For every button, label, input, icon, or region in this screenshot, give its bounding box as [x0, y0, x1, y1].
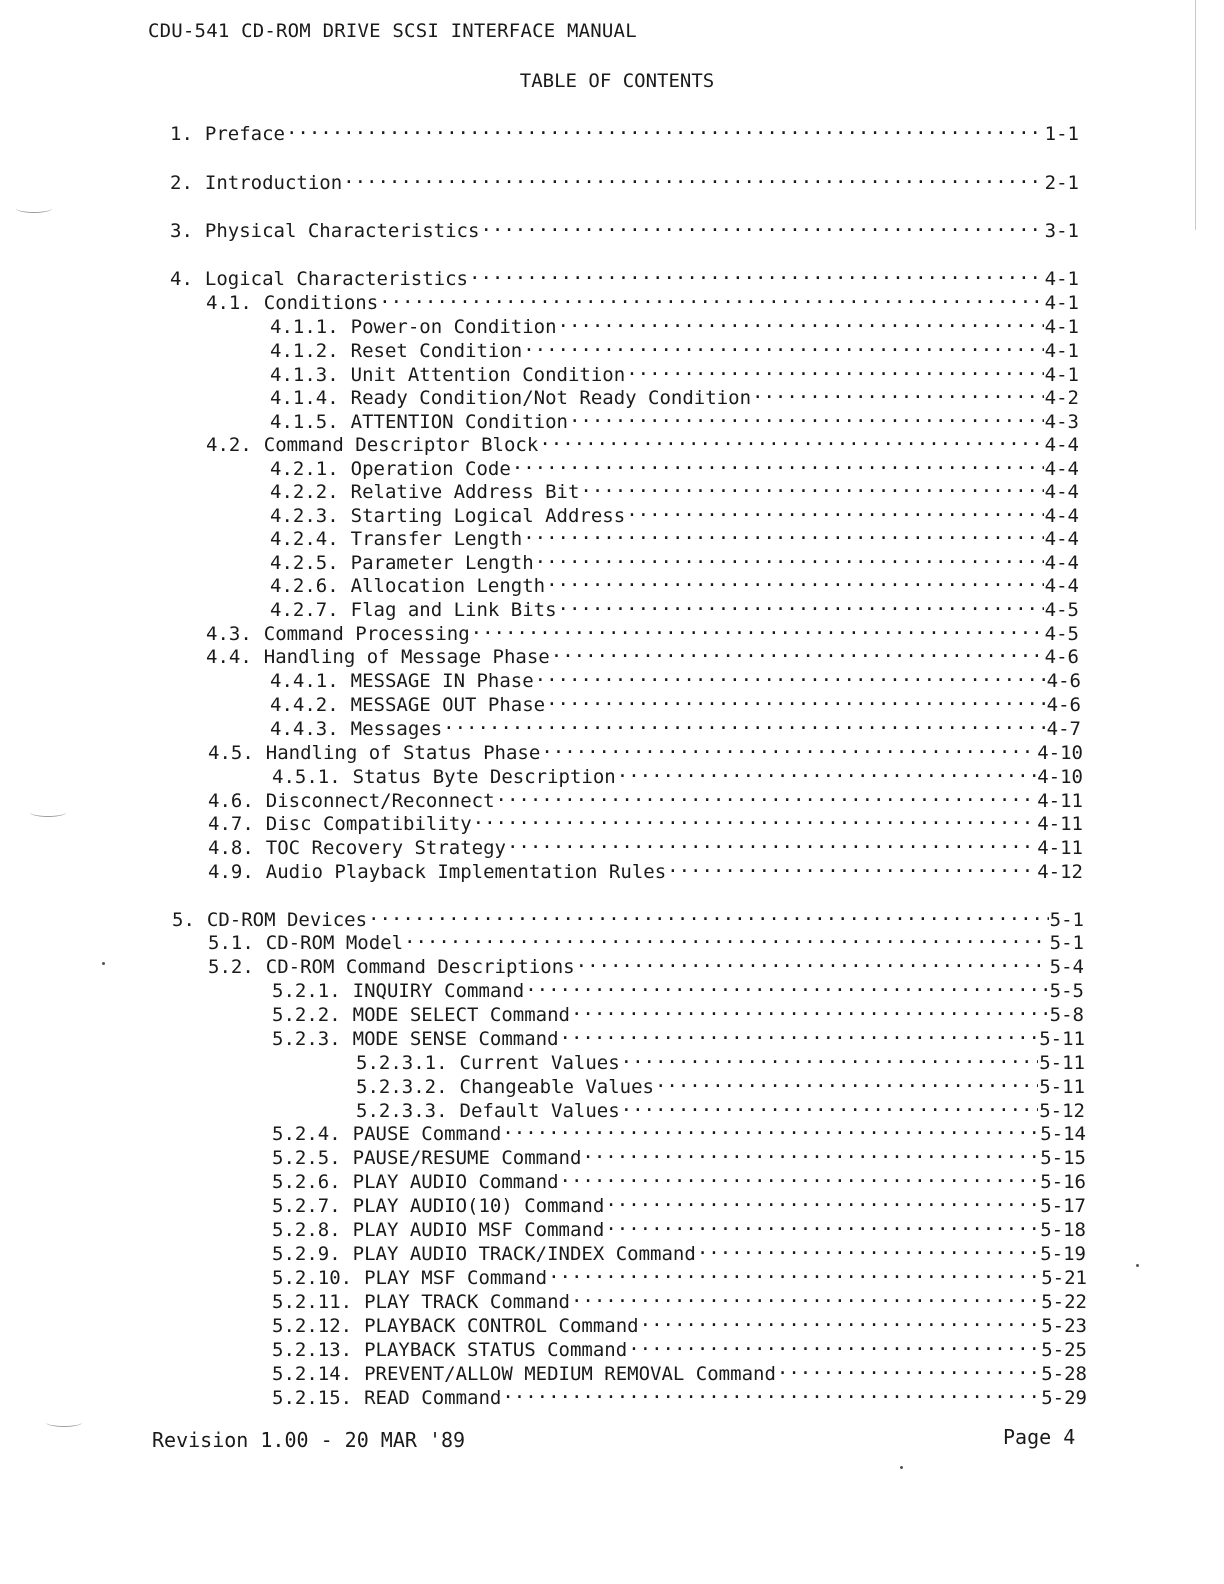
toc-entry-page: 4-4 [1044, 552, 1079, 574]
toc-entry-page: 5-1 [1049, 909, 1084, 931]
toc-entry-number: 5.2.2. [272, 1004, 341, 1026]
toc-dot-leader [569, 404, 1044, 428]
toc-dot-leader [548, 1260, 1040, 1284]
toc-entry-number: 4.7. [208, 813, 254, 835]
toc-dot-leader [471, 616, 1044, 640]
scan-mark [30, 808, 66, 817]
toc-entry-number: 4.2.7. [270, 599, 339, 621]
toc-dot-leader [580, 474, 1043, 498]
toc-entry-page: 5-4 [1049, 956, 1084, 978]
toc-entry-page: 4-7 [1046, 718, 1081, 740]
toc-entry [272, 1021, 1085, 1050]
toc-entry-page: 3-1 [1044, 220, 1079, 242]
toc-entry-title: Changeable Values [459, 1076, 654, 1098]
toc-entry-title: Conditions [263, 292, 379, 314]
toc-entry-number: 4.1.3. [270, 364, 339, 386]
toc-entry [272, 1308, 1087, 1337]
toc-entry [272, 1212, 1086, 1241]
toc-entry-title: PLAYBACK CONTROL Command [364, 1315, 639, 1337]
toc-entry-number: 4.1.5. [270, 411, 339, 433]
toc-entry-page: 5-11 [1039, 1028, 1085, 1050]
toc-entry [206, 616, 1079, 645]
toc-entry-title: Starting Logical Address [350, 505, 626, 527]
toc-entry-title: Parameter Length [350, 552, 534, 574]
toc-dot-leader [507, 830, 1036, 854]
toc-entry [208, 854, 1083, 883]
toc-entry-title: PAUSE/RESUME Command [352, 1147, 582, 1169]
toc-dot-leader [546, 568, 1044, 592]
toc-dot-leader [576, 949, 1049, 973]
toc-entry [172, 902, 1084, 931]
toc-entry [208, 925, 1084, 954]
toc-entry [270, 545, 1079, 574]
toc-entry-page: 5-25 [1041, 1339, 1087, 1361]
toc-entry-page: 4-3 [1044, 411, 1079, 433]
toc-entry-page: 5-22 [1041, 1291, 1087, 1313]
toc-entry-title: Handling of Status Phase [265, 742, 541, 764]
toc-entry [208, 735, 1083, 764]
toc-entry-number: 5.1. [208, 932, 254, 954]
toc-entry-page: 5-18 [1040, 1219, 1086, 1241]
toc-entry-number: 4.5. [208, 742, 254, 764]
toc-entry-page: 5-12 [1039, 1100, 1085, 1122]
toc-dot-leader [628, 1332, 1040, 1356]
toc-entry-title: Operation Code [350, 458, 511, 480]
toc-entry [208, 783, 1083, 812]
toc-dot-leader [546, 687, 1046, 711]
toc-entry-number: 1. [170, 123, 193, 145]
toc-entry-page: 4-4 [1044, 505, 1079, 527]
toc-entry-page: 5-11 [1039, 1052, 1085, 1074]
toc-entry-page: 5-28 [1041, 1363, 1087, 1385]
scan-mark [16, 204, 52, 213]
toc-entry [270, 357, 1079, 386]
toc-entry-title: Preface [204, 123, 285, 145]
toc-entry-title: PLAYBACK STATUS Command [364, 1339, 628, 1361]
toc-entry-title: CD-ROM Model [265, 932, 404, 954]
toc-entry-page: 4-12 [1037, 861, 1083, 883]
toc-entry-title: MODE SENSE Command [352, 1028, 559, 1050]
toc-entry [170, 261, 1079, 290]
toc-entry-title: PLAY AUDIO MSF Command [352, 1219, 605, 1241]
toc-entry [270, 521, 1079, 550]
toc-entry-title: PREVENT/ALLOW MEDIUM REMOVAL Command [364, 1363, 776, 1385]
toc-entry-title: PLAY MSF Command [364, 1267, 548, 1289]
toc-entry-number: 4.2.3. [270, 505, 339, 527]
toc-entry-number: 4.1.1. [270, 316, 339, 338]
scan-dot [900, 1466, 903, 1469]
toc-entry [272, 1164, 1086, 1193]
toc-entry-title: Disconnect/Reconnect [265, 790, 495, 812]
toc-entry-page: 4-11 [1037, 813, 1083, 835]
toc-entry-title: Command Descriptor Block [263, 434, 539, 456]
toc-dot-leader [523, 333, 1043, 357]
toc-dot-leader [571, 997, 1049, 1021]
toc-entry-page: 5-21 [1041, 1267, 1087, 1289]
scan-edge-line [1195, 0, 1196, 230]
toc-entry-title: Unit Attention Condition [350, 364, 626, 386]
toc-entry-number: 4.1.2. [270, 340, 339, 362]
toc-entry-page: 4-11 [1037, 837, 1083, 859]
scan-mark [46, 1418, 82, 1427]
toc-entry-number: 5.2.12. [272, 1315, 353, 1337]
toc-title: TABLE OF CONTENTS [519, 70, 715, 92]
toc-dot-leader [777, 1356, 1040, 1380]
toc-entry [272, 1332, 1087, 1361]
toc-entry-number: 3. [170, 220, 193, 242]
toc-entry-title: TOC Recovery Strategy [265, 837, 506, 859]
toc-entry-title: Introduction [204, 172, 343, 194]
toc-entry [356, 1069, 1085, 1098]
toc-dot-leader [621, 1093, 1039, 1117]
toc-entry-title: Audio Playback Implementation Rules [265, 861, 667, 883]
toc-dot-leader [560, 1021, 1039, 1045]
toc-entry-number: 5.2. [208, 956, 254, 978]
toc-dot-leader [626, 498, 1043, 522]
toc-entry-number: 4.1.4. [270, 387, 339, 409]
toc-dot-leader [697, 1236, 1039, 1260]
toc-entry-number: 5.2.3. [272, 1028, 341, 1050]
toc-entry-number: 4.4.3. [270, 718, 339, 740]
revision-label: Revision 1.00 - 20 MAR '89 [152, 1428, 466, 1452]
toc-entry [272, 1356, 1087, 1385]
toc-entry-page: 4-2 [1044, 387, 1079, 409]
toc-dot-leader [667, 854, 1036, 878]
toc-entry-page: 4-11 [1037, 790, 1083, 812]
toc-entry [208, 949, 1084, 978]
toc-entry-title: MESSAGE OUT Phase [350, 694, 546, 716]
toc-entry [270, 380, 1079, 409]
toc-entry-title: PLAY AUDIO(10) Command [352, 1195, 605, 1217]
toc-entry-page: 5-19 [1040, 1243, 1086, 1265]
toc-entry [356, 1093, 1085, 1122]
toc-entry-number: 5.2.3.1. [356, 1052, 448, 1074]
toc-entry-number: 5.2.14. [272, 1363, 353, 1385]
toc-dot-leader [286, 116, 1044, 140]
toc-dot-leader [605, 1212, 1039, 1236]
toc-entry [272, 1116, 1086, 1145]
toc-entry-number: 5.2.4. [272, 1123, 341, 1145]
page-number: Page 4 [1003, 1425, 1076, 1449]
toc-entry-title: Disc Compatibility [265, 813, 472, 835]
toc-entry-number: 4.4.2. [270, 694, 339, 716]
toc-entry-page: 5-8 [1049, 1004, 1084, 1026]
toc-entry-title: INQUIRY Command [352, 980, 525, 1002]
toc-entry-title: ATTENTION Condition [350, 411, 568, 433]
toc-entry [270, 498, 1079, 527]
scan-dot [1136, 1264, 1139, 1267]
toc-entry [170, 165, 1079, 194]
toc-entry [272, 973, 1084, 1002]
toc-entry-page: 4-1 [1044, 364, 1079, 386]
toc-entry-page: 4-1 [1044, 268, 1079, 290]
toc-entry [206, 427, 1079, 456]
toc-entry-title: Ready Condition/Not Ready Condition [350, 387, 752, 409]
toc-dot-leader [558, 309, 1044, 333]
toc-entry [270, 687, 1081, 716]
toc-entry-page: 5-29 [1041, 1387, 1087, 1409]
toc-dot-leader [535, 663, 1046, 687]
toc-entry-number: 5.2.8. [272, 1219, 341, 1241]
toc-entry [206, 285, 1079, 314]
toc-entry-title: Flag and Link Bits [350, 599, 557, 621]
toc-entry-page: 4-4 [1044, 434, 1079, 456]
toc-entry-page: 5-5 [1049, 980, 1084, 1002]
toc-entry-title: READ Command [364, 1387, 502, 1409]
toc-entry-number: 4.2.4. [270, 528, 339, 550]
toc-entry-number: 4.2.2. [270, 481, 339, 503]
toc-entry-title: Reset Condition [350, 340, 523, 362]
toc-dot-leader [617, 759, 1036, 783]
toc-entry-page: 1-1 [1044, 123, 1079, 145]
toc-entry-page: 4-10 [1037, 742, 1083, 764]
toc-entry-number: 5.2.10. [272, 1267, 353, 1289]
toc-entry-number: 5. [172, 909, 195, 931]
toc-entry [270, 333, 1079, 362]
toc-entry [170, 213, 1079, 242]
toc-entry [272, 1236, 1086, 1265]
toc-dot-leader [523, 521, 1043, 545]
toc-entry-page: 4-6 [1044, 646, 1079, 668]
toc-entry-title: PLAY AUDIO Command [352, 1171, 559, 1193]
toc-entry-page: 5-17 [1040, 1195, 1086, 1217]
toc-dot-leader [512, 451, 1044, 475]
toc-entry-number: 4.6. [208, 790, 254, 812]
toc-dot-leader [480, 213, 1043, 237]
toc-entry [270, 592, 1079, 621]
toc-entry-page: 4-6 [1046, 670, 1081, 692]
toc-entry-title: Logical Characteristics [204, 268, 468, 290]
toc-dot-leader [551, 639, 1044, 663]
toc-entry-title: MESSAGE IN Phase [350, 670, 534, 692]
toc-entry [272, 1380, 1087, 1409]
toc-entry-number: 5.2.11. [272, 1291, 353, 1313]
toc-dot-leader [502, 1380, 1040, 1404]
toc-entry-title: CD-ROM Command Descriptions [265, 956, 575, 978]
toc-entry-title: MODE SELECT Command [352, 1004, 570, 1026]
toc-entry-page: 5-1 [1049, 932, 1084, 954]
toc-entry-title: Current Values [459, 1052, 620, 1074]
toc-entry [272, 1188, 1086, 1217]
toc-entry [272, 1260, 1087, 1289]
toc-dot-leader [343, 165, 1044, 189]
toc-entry-title: Messages [350, 718, 443, 740]
toc-entry-number: 4.8. [208, 837, 254, 859]
toc-dot-leader [496, 783, 1037, 807]
toc-dot-leader [640, 1308, 1041, 1332]
toc-entry-page: 4-5 [1044, 623, 1079, 645]
toc-dot-leader [605, 1188, 1039, 1212]
toc-dot-leader [541, 735, 1036, 759]
toc-dot-leader [655, 1069, 1038, 1093]
toc-entry [270, 663, 1081, 692]
toc-dot-leader [469, 261, 1044, 285]
toc-entry [270, 309, 1079, 338]
toc-entry-title: PLAY AUDIO TRACK/INDEX Command [352, 1243, 696, 1265]
toc-entry [272, 1284, 1087, 1313]
toc-entry-number: 5.2.1. [272, 980, 341, 1002]
scan-dot [102, 962, 105, 965]
toc-entry-page: 4-4 [1044, 481, 1079, 503]
toc-entry [270, 474, 1079, 503]
toc-entry-number: 5.2.3.2. [356, 1076, 448, 1098]
toc-entry [356, 1045, 1085, 1074]
toc-entry-number: 5.2.9. [272, 1243, 341, 1265]
toc-entry-number: 4.4.1. [270, 670, 339, 692]
toc-entry-page: 5-23 [1041, 1315, 1087, 1337]
toc-entry-title: Command Processing [263, 623, 470, 645]
toc-dot-leader [368, 902, 1049, 926]
toc-entry-title: Allocation Length [350, 575, 546, 597]
toc-entry-page: 4-4 [1044, 458, 1079, 480]
toc-entry-title: Default Values [459, 1100, 620, 1122]
toc-dot-leader [379, 285, 1044, 309]
toc-entry [206, 639, 1079, 668]
toc-entry-number: 4.2.5. [270, 552, 339, 574]
toc-entry-number: 2. [170, 172, 193, 194]
toc-entry-page: 2-1 [1044, 172, 1079, 194]
toc-entry-number: 4.9. [208, 861, 254, 883]
toc-entry [208, 830, 1083, 859]
toc-entry-page: 4-6 [1046, 694, 1081, 716]
toc-entry-number: 4. [170, 268, 193, 290]
toc-entry-number: 4.1. [206, 292, 252, 314]
toc-entry [272, 759, 1083, 788]
toc-dot-leader [535, 545, 1044, 569]
toc-entry-number: 5.2.3.3. [356, 1100, 448, 1122]
toc-entry-page: 5-14 [1040, 1123, 1086, 1145]
toc-dot-leader [443, 711, 1046, 735]
toc-entry [208, 806, 1083, 835]
toc-dot-leader [582, 1140, 1039, 1164]
toc-entry-title: PLAY TRACK Command [364, 1291, 570, 1313]
toc-entry [272, 997, 1084, 1026]
toc-entry-page: 4-4 [1044, 575, 1079, 597]
toc-entry-title: Handling of Message Phase [263, 646, 550, 668]
toc-entry-number: 5.2.5. [272, 1147, 341, 1169]
toc-entry [270, 568, 1079, 597]
toc-entry-page: 4-10 [1037, 766, 1083, 788]
toc-entry-number: 4.2.1. [270, 458, 339, 480]
toc-entry [170, 116, 1079, 145]
toc-entry-number: 5.2.6. [272, 1171, 341, 1193]
toc-entry-title: PAUSE Command [352, 1123, 502, 1145]
toc-dot-leader [525, 973, 1048, 997]
toc-entry-number: 5.2.13. [272, 1339, 353, 1361]
toc-entry-title: Power-on Condition [350, 316, 557, 338]
toc-entry-page: 4-1 [1044, 340, 1079, 362]
toc-entry-page: 4-1 [1044, 316, 1079, 338]
toc-entry-number: 4.2.6. [270, 575, 339, 597]
toc-dot-leader [621, 1045, 1039, 1069]
toc-entry-page: 4-1 [1044, 292, 1079, 314]
toc-dot-leader [404, 925, 1049, 949]
toc-entry-title: Physical Characteristics [204, 220, 480, 242]
toc-entry-page: 5-16 [1040, 1171, 1086, 1193]
toc-entry-page: 4-5 [1044, 599, 1079, 621]
toc-dot-leader [539, 427, 1043, 451]
toc-entry-number: 4.4. [206, 646, 252, 668]
toc-entry [270, 451, 1079, 480]
toc-dot-leader [571, 1284, 1040, 1308]
toc-entry-title: Relative Address Bit [350, 481, 580, 503]
toc-entry-number: 4.2. [206, 434, 252, 456]
toc-entry [270, 711, 1081, 740]
toc-entry-title: Transfer Length [350, 528, 523, 550]
toc-dot-leader [502, 1116, 1039, 1140]
toc-entry-number: 4.3. [206, 623, 252, 645]
toc-dot-leader [626, 357, 1043, 381]
toc-entry-title: Status Byte Description [352, 766, 616, 788]
page-header: CDU-541 CD-ROM DRIVE SCSI INTERFACE MANUAL [148, 20, 637, 42]
toc-dot-leader [560, 1164, 1040, 1188]
toc-dot-leader [558, 592, 1044, 616]
toc-entry [270, 404, 1079, 433]
toc-entry-number: 4.5.1. [272, 766, 341, 788]
toc-entry-page: 5-11 [1039, 1076, 1085, 1098]
toc-entry-page: 4-4 [1044, 528, 1079, 550]
toc-entry-number: 5.2.7. [272, 1195, 341, 1217]
toc-dot-leader [473, 806, 1037, 830]
toc-entry-title: CD-ROM Devices [206, 909, 368, 931]
toc-entry [272, 1140, 1086, 1169]
toc-dot-leader [752, 380, 1044, 404]
toc-entry-page: 5-15 [1040, 1147, 1086, 1169]
toc-entry-number: 5.2.15. [272, 1387, 353, 1409]
